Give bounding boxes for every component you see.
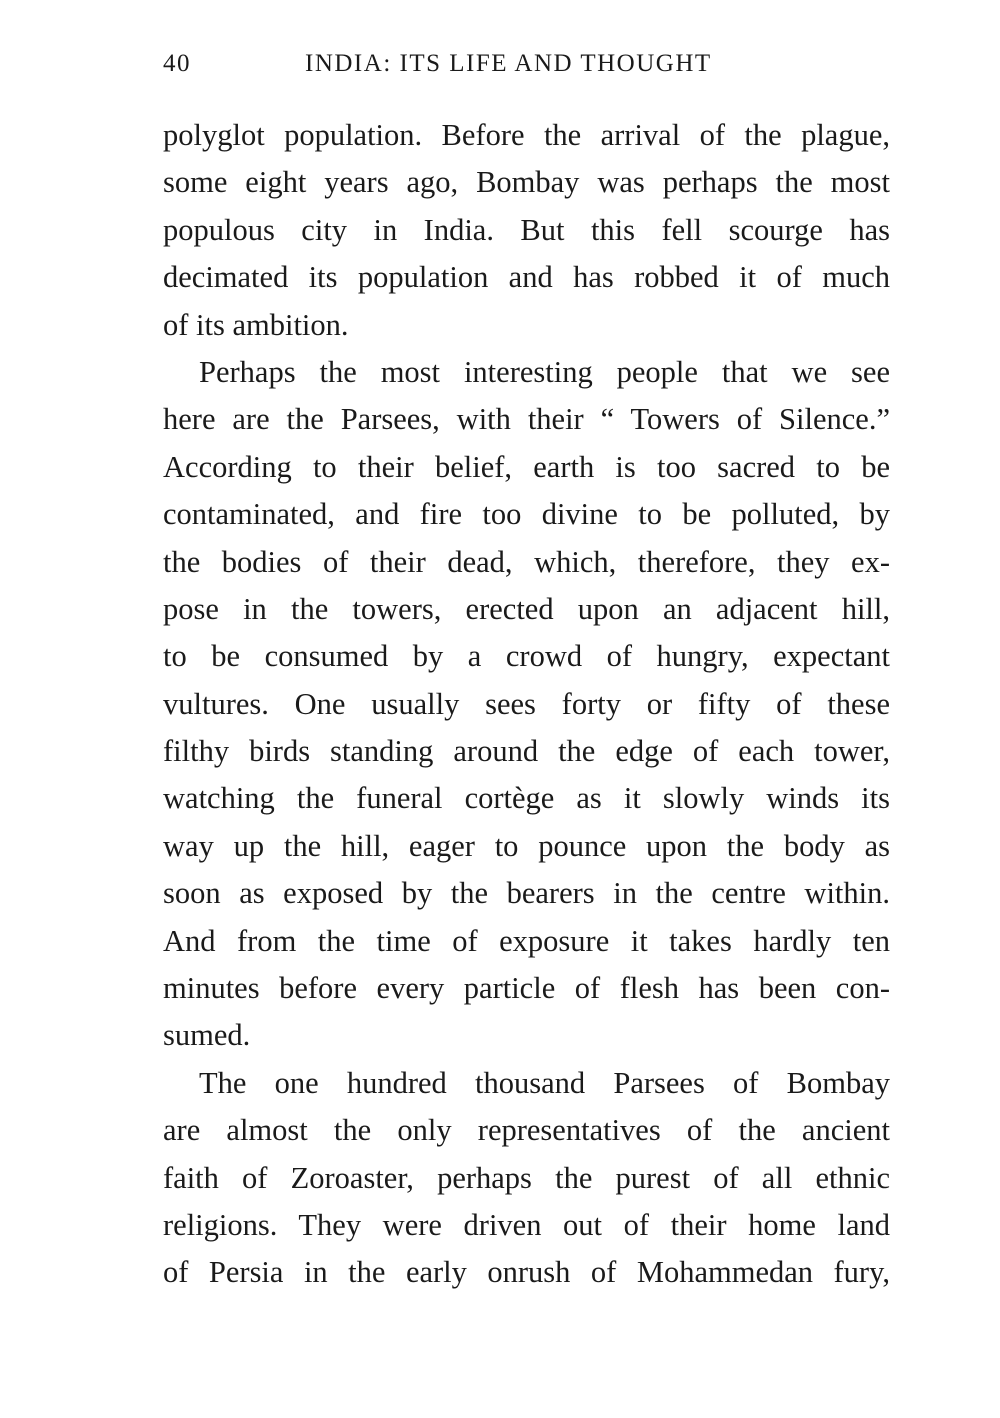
text-line: of Persia in the early onrush of Mohammedan fury,: [163, 1255, 890, 1290]
text-line: watching the funeral cortège as it slowly winds its: [163, 781, 890, 816]
text-line: here are the Parsees, with their “ Towers of Silence.”: [163, 402, 890, 437]
text-line: are almost the only representatives of the ancient: [163, 1113, 890, 1148]
text-line: polyglot population. Before the arrival of the plague,: [163, 118, 890, 152]
text-line: sumed.: [163, 1018, 251, 1053]
paragraph: [163, 112, 890, 349]
text-line: filthy birds standing around the edge of each tower,: [163, 734, 890, 769]
text-line: According to their belief, earth is too sacred to be: [163, 449, 890, 484]
text-line: decimated its population and has robbed it of much: [163, 260, 890, 295]
text-line: The one hundred thousand Parsees of Bombay: [199, 1065, 890, 1100]
body-text: [163, 112, 890, 1297]
text-line: populous city in India. But this fell scourge has: [163, 212, 890, 247]
text-line: soon as exposed by the bearers in the centre within.: [163, 876, 890, 911]
running-head: [163, 50, 890, 86]
text-line: the bodies of their dead, which, therefore, they ex-: [163, 544, 890, 579]
paragraph: [163, 349, 890, 1060]
text-line: to be consumed by a crowd of hungry, expectant: [163, 639, 890, 674]
text-line: And from the time of exposure it takes hardly ten: [163, 923, 890, 958]
text-line: contaminated, and fire too divine to be polluted, by: [163, 497, 890, 532]
text-line: of its ambition.: [163, 307, 349, 342]
running-title: INDIA: ITS LIFE AND THOUGHT: [305, 50, 712, 77]
text-line: religions. They were driven out of their home land: [163, 1207, 890, 1242]
page-number: 40: [163, 50, 191, 77]
paragraph: [163, 1060, 890, 1297]
text-line: way up the hill, eager to pounce upon the body as: [163, 828, 890, 863]
text-line: faith of Zoroaster, perhaps the purest of all ethnic: [163, 1160, 890, 1195]
text-line: vultures. One usually sees forty or fifty of these: [163, 686, 890, 721]
text-line: pose in the towers, erected upon an adjacent hill,: [163, 591, 890, 626]
text-line: minutes before every particle of flesh has been con-: [163, 971, 890, 1006]
text-line: Perhaps the most interesting people that we see: [199, 354, 890, 389]
text-line: some eight years ago, Bombay was perhaps the most: [163, 165, 890, 200]
